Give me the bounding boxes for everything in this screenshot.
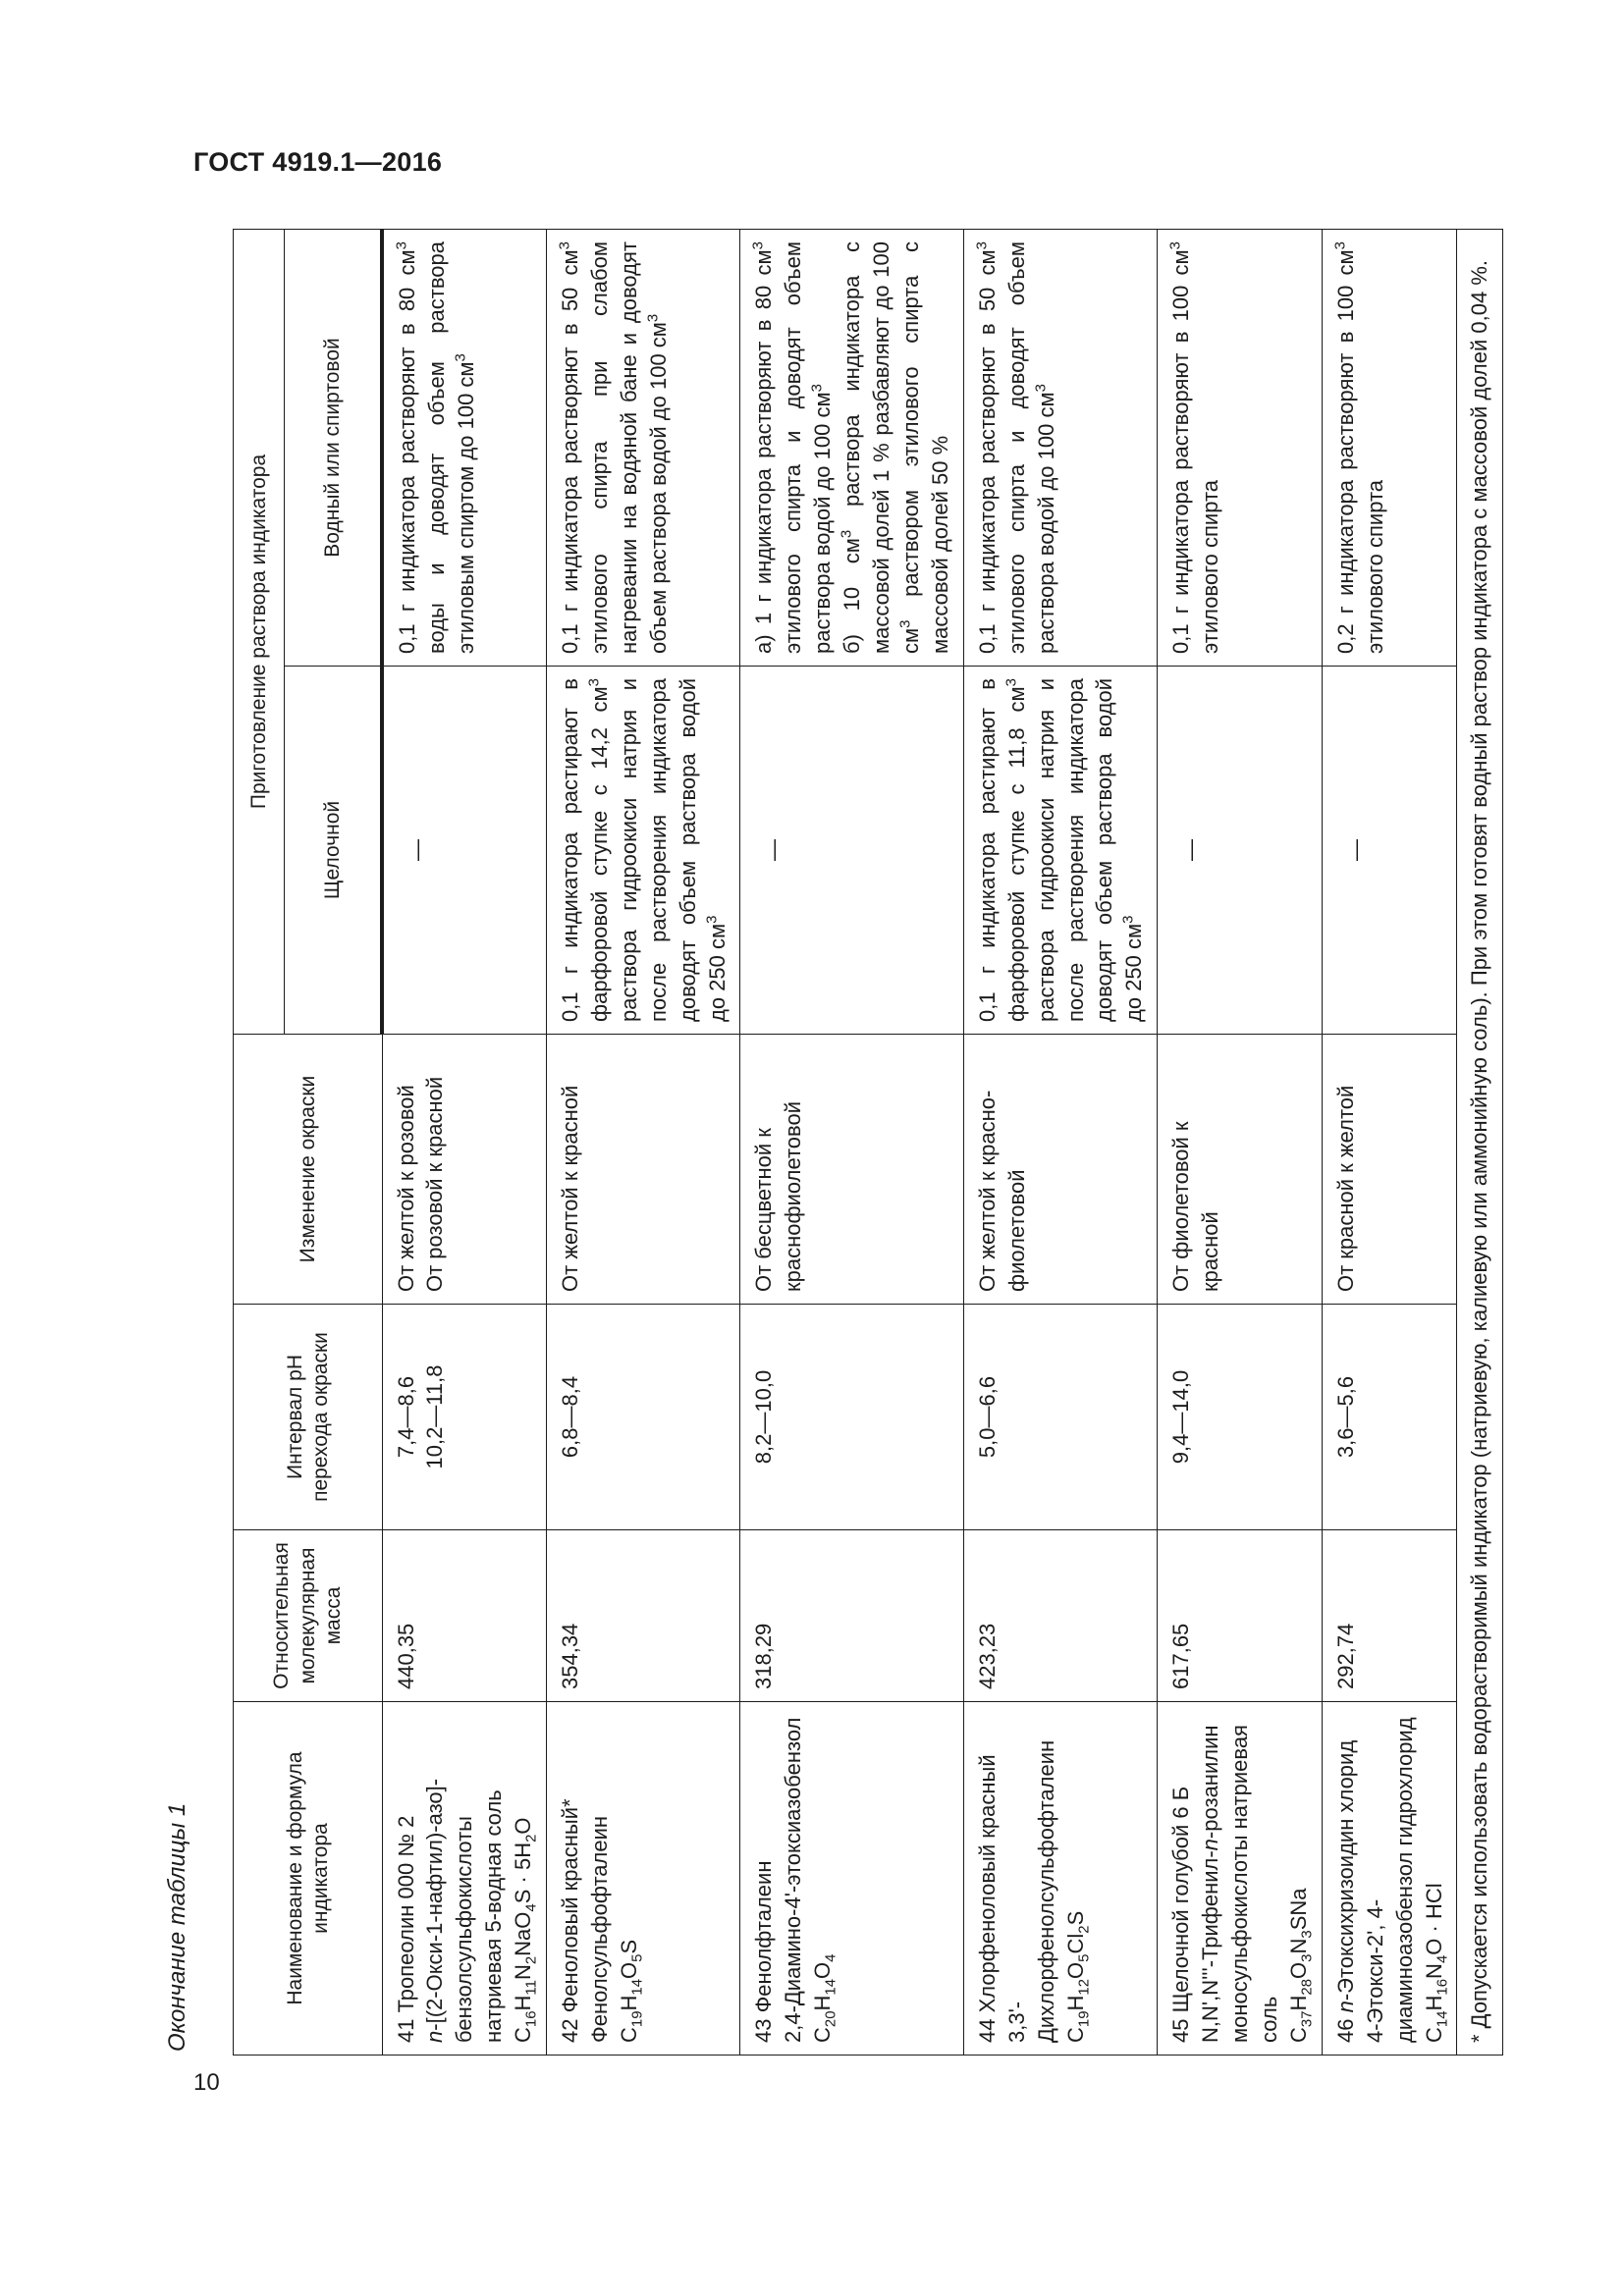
- cell-color-change: От красной к желтой: [1322, 1035, 1457, 1305]
- header-ph: Интервал рН перехода окраски: [234, 1305, 383, 1530]
- header-prep: Приготовление раствора индикатора: [234, 229, 285, 1034]
- cell-name: 43 Фенолфталеин 2,4-Диамино-4'-этоксиазобензол $C_{20}H_{14}O_4$: [740, 1702, 963, 2056]
- cell-name: 42 Феноловый красный* Фенолсульфофталеин $C_{19}H_{14}O_5S$: [547, 1702, 740, 2056]
- header-alkaline: Щелочной: [285, 667, 383, 1035]
- cell-ph: 3,6—5,6: [1322, 1305, 1457, 1530]
- cell-aqueous: 0,1 г индикатора растворяют в 50 $см^3$ этилового спирта и доводят объем раствора водой до 100 $см^3$: [963, 229, 1157, 666]
- page-number: 10: [193, 2069, 220, 2096]
- table-body: [382, 229, 1457, 2055]
- rotated-table-block: [164, 230, 1492, 2056]
- cell-ph: 5,0—6,6: [963, 1305, 1157, 1530]
- cell-color-change: От фиолетовой к красной: [1158, 1035, 1323, 1305]
- table-row: [1158, 229, 1323, 2055]
- cell-aqueous: а) 1 г индикатора растворяют в 80 $см^3$ этилового спирта и доводят объем раствора водой до 100 $см^3$ б) 10 $см^3$ раствора индикатора с массовой долей 1 % разбавляют до 100 $см^3$ раствором этилового спирта с массовой долей 50 %: [740, 229, 963, 666]
- cell-ph: 6,8—8,4: [547, 1305, 740, 1530]
- cell-mass: 617,65: [1158, 1530, 1323, 1702]
- cell-color-change: От желтой к розовой От розовой к красной: [382, 1035, 547, 1305]
- table-caption: Окончание таблицы 1: [164, 1802, 190, 2052]
- indicator-table: [233, 229, 1503, 2056]
- footnote-row: [1457, 229, 1503, 2055]
- cell-mass: 423,23: [963, 1530, 1157, 1702]
- cell-color-change: От желтой к красной: [547, 1035, 740, 1305]
- table-row: [740, 229, 963, 2055]
- cell-aqueous: 0,1 г индикатора растворяют в 100 $см^3$ этилового спирта: [1158, 229, 1323, 666]
- cell-alkaline: 0,1 г индикатора растирают в фарфоровой ступке с 11,8 $см^3$ раствора гидроокиси натрия и после растворения индикатора доводят объем раствора водой до 250 $см^3$: [963, 667, 1157, 1035]
- table-row: [547, 229, 740, 2055]
- table-row: [963, 229, 1157, 2055]
- cell-ph: 7,4—8,6 10,2—11,8: [382, 1305, 547, 1530]
- header-mass: Относительная молекулярная масса: [234, 1530, 383, 1702]
- cell-aqueous: 0,2 г индикатора растворяют в 100 $см^3$ этилового спирта: [1322, 229, 1457, 666]
- cell-color-change: От бесцветной к краснофиолетовой: [740, 1035, 963, 1305]
- cell-name: 44 Хлорфеноловый красный 3,3'-Дихлорфенолсульфофталеин $C_{19}H_{12}O_5Cl_2S$: [963, 1702, 1157, 2056]
- cell-ph: 8,2—10,0: [740, 1305, 963, 1530]
- header-color: Изменение окраски: [234, 1035, 383, 1305]
- cell-name: 46 n-Этоксихризоидин хлорид 4-Этокси-2', 4-диаминоазобензол гидрохлорид $C_{14}H_{16}N_4O$ · HCl: [1322, 1702, 1457, 2056]
- cell-name: 41 Тропеолин 000 № 2 n-[(2-Окси-1-нафтил)-азо]-бензолсульфокислоты натриевая 5-водная соль $C_{16}H_{11}N_2NaO_4S \cdot 5H_2O$: [382, 1702, 547, 2056]
- cell-alkaline: —: [382, 667, 547, 1035]
- document-title: ГОСТ 4919.1—2016: [193, 147, 443, 177]
- cell-color-change: От желтой к красно-фиолетовой: [963, 1035, 1157, 1305]
- cell-alkaline: 0,1 г индикатора растирают в фарфоровой ступке с 14,2 $см^3$ раствора гидроокиси натрия и после растворения индикатора доводят объем раствора водой до 250 $см^3$: [547, 667, 740, 1035]
- cell-mass: 354,34: [547, 1530, 740, 1702]
- cell-mass: 318,29: [740, 1530, 963, 1702]
- table-row: [1322, 229, 1457, 2055]
- table-row: [382, 229, 547, 2055]
- cell-alkaline: —: [740, 667, 963, 1035]
- cell-ph: 9,4—14,0: [1158, 1305, 1323, 1530]
- cell-name: 45 Щелочной голубой 6 Б N,N',N'''-Трифенил-n-розанилин моносульфокислоты натриевая соль $C_{37}H_{28}O_3N_3SNa$: [1158, 1702, 1323, 2056]
- header-aqueous: Водный или спиртовой: [285, 229, 383, 666]
- cell-aqueous: 0,1 г индикатора растворяют в 50 $см^3$ этилового спирта при слабом нагревании на водяной бане и доводят объем раствора водой до 100 $см^3$: [547, 229, 740, 666]
- header-name: Наименование и формула индикатора: [234, 1702, 383, 2056]
- cell-mass: 440,35: [382, 1530, 547, 1702]
- cell-aqueous: 0,1 г индикатора растворяют в 80 $см^3$ воды и доводят объем раствора этиловым спиртом до 100 $см^3$: [382, 229, 547, 666]
- cell-alkaline: —: [1322, 667, 1457, 1035]
- cell-mass: 292,74: [1322, 1530, 1457, 1702]
- footnote: * Допускается использовать водорастворимый индикатор (натриевую, калиевую или аммонийную соль). При этом готовят водный раствор индикатора с массовой долей 0,04 %.: [1457, 229, 1503, 2055]
- cell-alkaline: —: [1158, 667, 1323, 1035]
